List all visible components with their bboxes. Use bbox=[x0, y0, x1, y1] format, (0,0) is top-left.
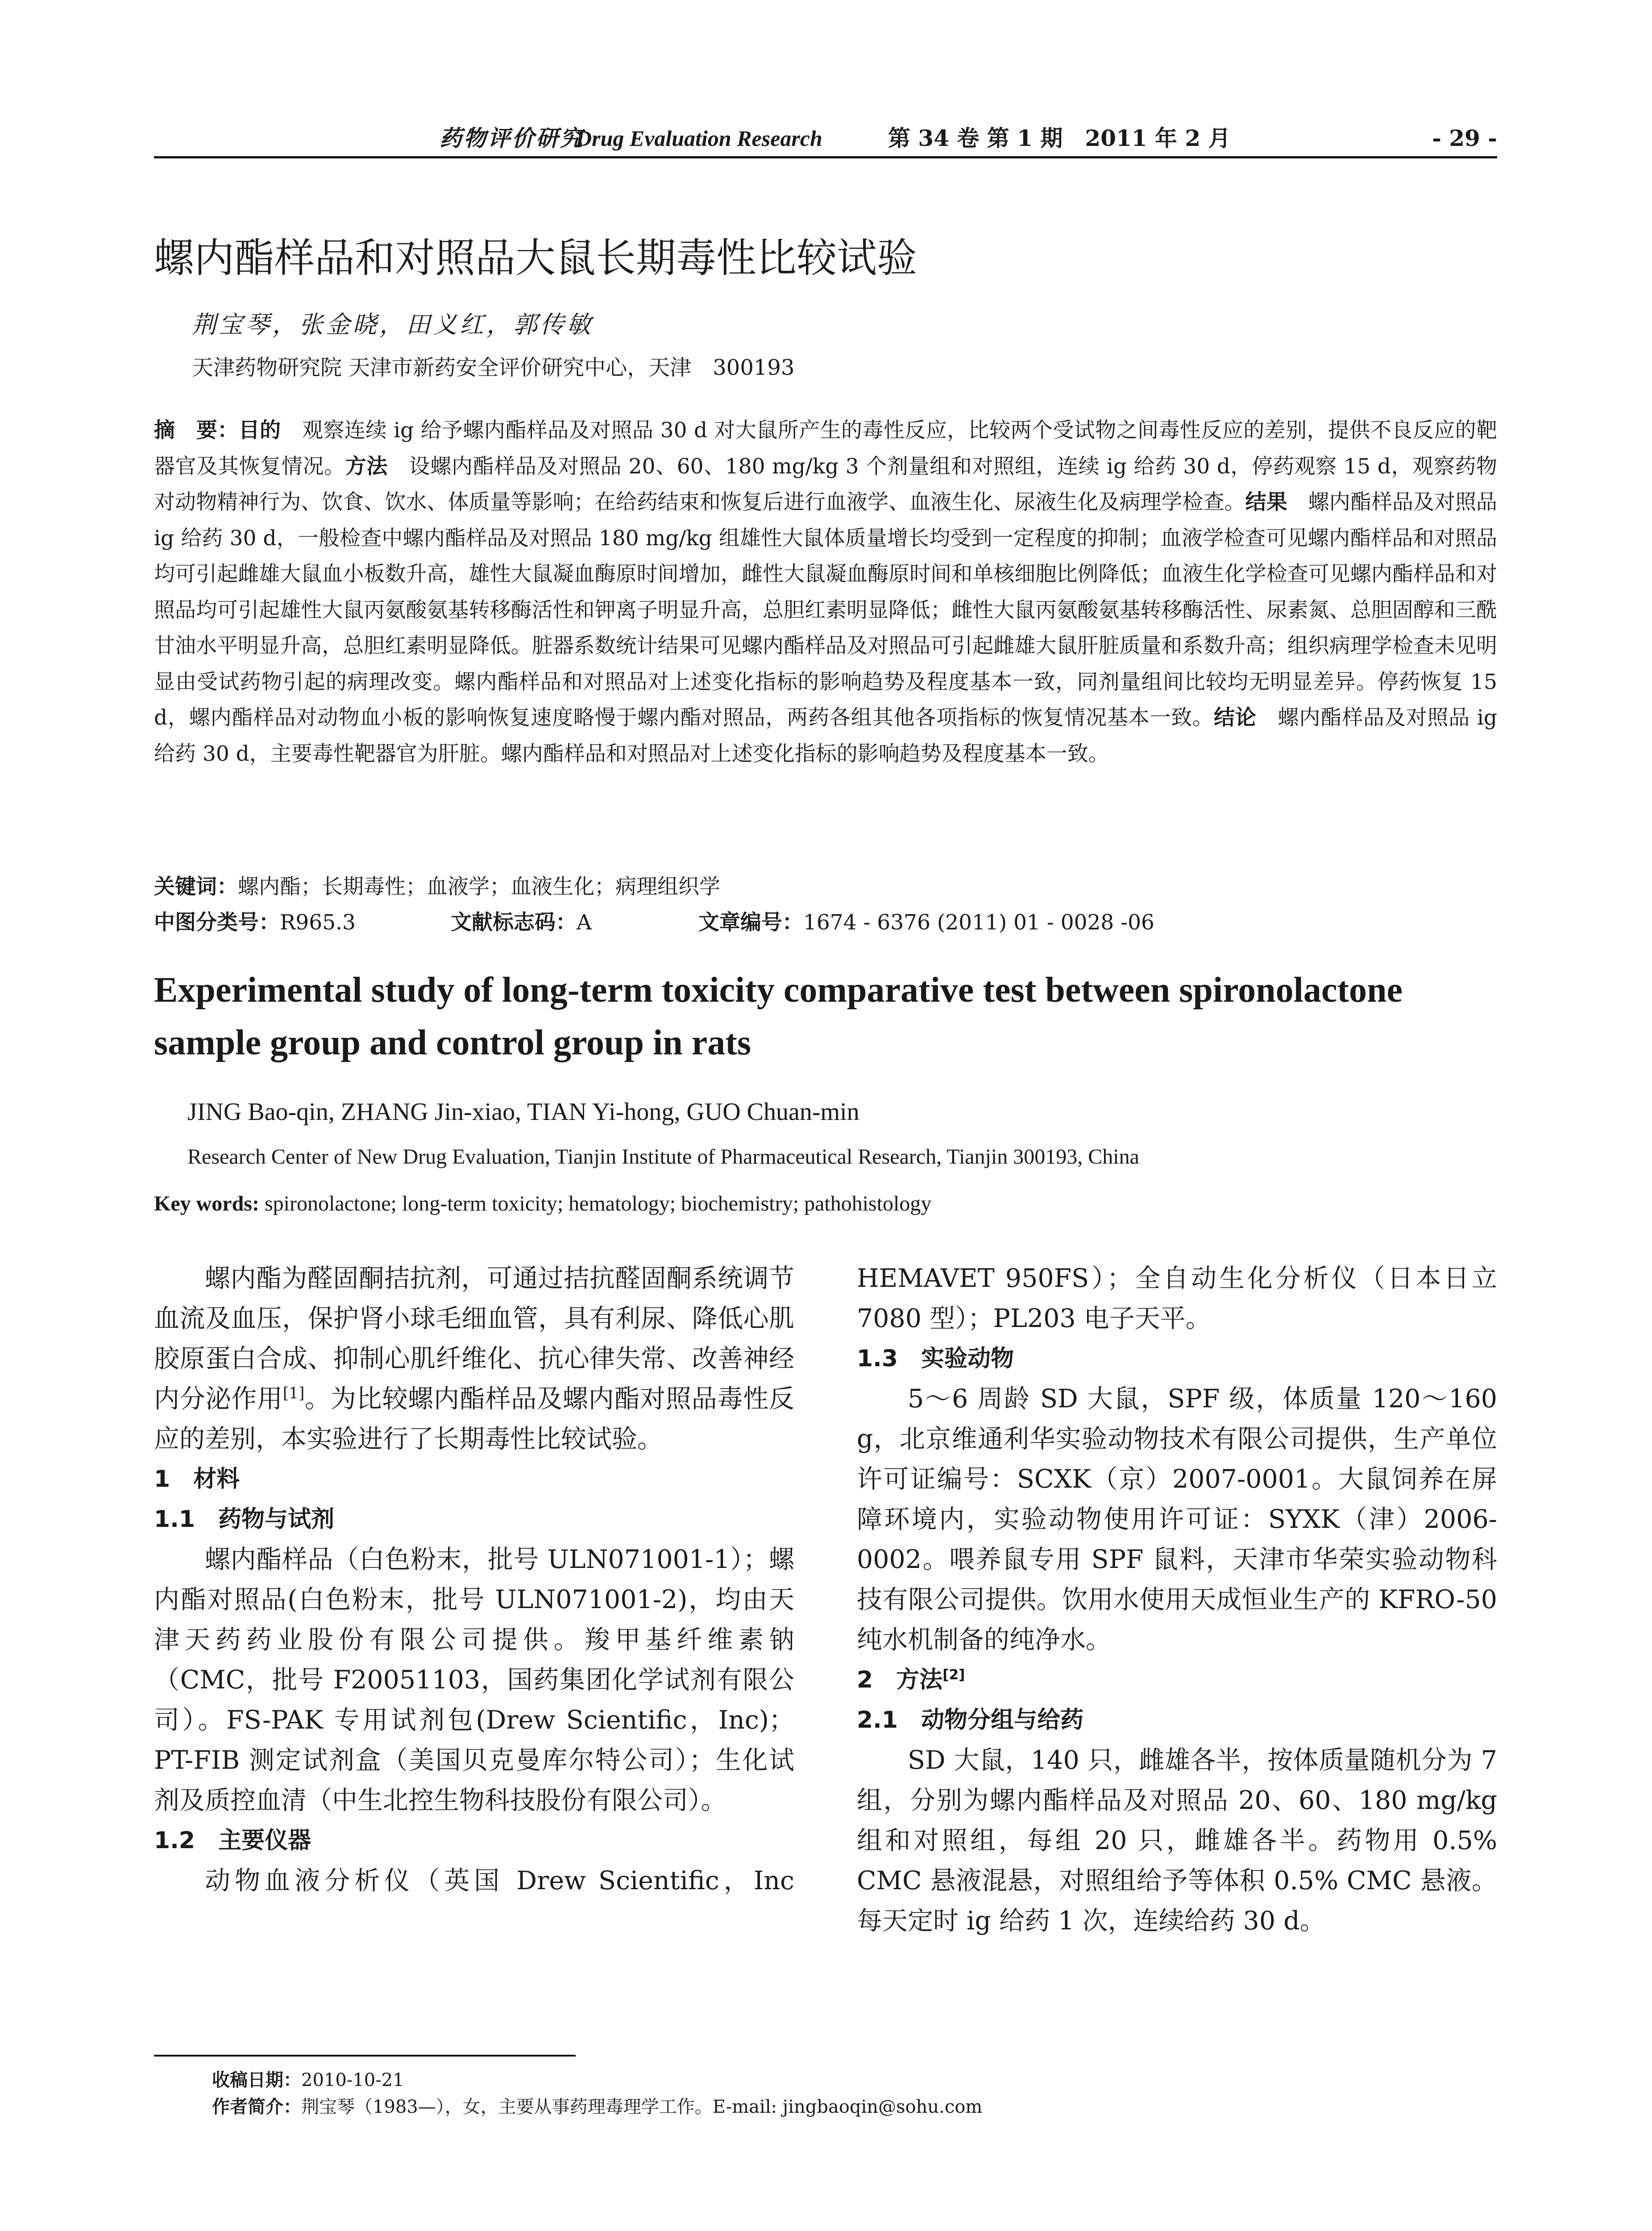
section-heading-1-2: 1.2 主要仪器 bbox=[154, 1827, 311, 1854]
citation-ref: [2] bbox=[942, 1667, 965, 1683]
abstract-label: 摘 要： bbox=[154, 418, 239, 443]
classification-row bbox=[154, 906, 1497, 937]
paragraph-1-2-cont: HEMAVET 950FS）；全自动生化分析仪（日本日立 7080 型）；PL203 电子天平。 bbox=[857, 1264, 1497, 1333]
section-heading-1-1: 1.1 药物与试剂 bbox=[154, 1506, 335, 1533]
intro-paragraph bbox=[154, 1258, 794, 1459]
keywords-en-label: Key words: bbox=[154, 1192, 259, 1215]
section-heading-2-1: 2.1 动物分组与给药 bbox=[857, 1707, 1084, 1733]
received-label: 收稿日期： bbox=[212, 2070, 301, 2090]
citation-ref: [1] bbox=[282, 1385, 305, 1402]
received-date: 2010-10-21 bbox=[301, 2070, 404, 2090]
article-value: 1674 - 6376 (2011) 01 - 0028 -06 bbox=[803, 910, 1154, 935]
body-column-right bbox=[857, 1258, 1497, 1941]
footnote-rule bbox=[154, 2055, 576, 2057]
methods-label: 方法 bbox=[345, 454, 388, 479]
keywords-en bbox=[154, 1191, 931, 1216]
keywords-cn bbox=[154, 870, 720, 900]
results-label: 结果 bbox=[1245, 490, 1287, 514]
section-heading-2 bbox=[857, 1660, 1497, 1700]
section-heading-1: 1 材料 bbox=[154, 1466, 240, 1493]
journal-name-en: Drug Evaluation Research bbox=[576, 126, 822, 151]
methods-text: 设螺内酯样品及对照品 20、60、180 mg/kg 3 个剂量组和对照组，连续 ig 给药 30 d，停药观察 15 d，观察药物对动物精神行为、饮食、饮水、体质量等影响；在给药结束和恢复后进行血液学、血液生化、尿液生化及病理学检查。 bbox=[154, 454, 1498, 514]
body-column-left bbox=[154, 1258, 794, 1901]
conclusion-label: 结论 bbox=[1214, 705, 1257, 730]
paragraph-1-3: 5～6 周龄 SD 大鼠，SPF 级，体质量 120～160 g，北京维通利华实验动物技术有限公司提供，生产单位许可证编号：SCXK（京）2007-0001。大鼠饲养在屏障环境内，实验动物使用许可证：SYXK（津）2006-0002。喂养鼠专用 SPF 鼠料，天津市华荣实验动物科技有限公司提供。饮用水使用天成恒业生产的 KFRO-50 纯水机制备的纯净水。 bbox=[857, 1384, 1497, 1655]
clc-value: R965.3 bbox=[280, 910, 356, 935]
doc-value: A bbox=[577, 910, 592, 935]
article-label: 文章编号： bbox=[698, 910, 803, 935]
doc-code bbox=[451, 906, 592, 936]
article-number bbox=[698, 906, 1154, 936]
section-heading-2-text: 2 方法 bbox=[857, 1667, 943, 1693]
paragraph-1-2: 动物血液分析仪（英国 Drew Scientific，Inc bbox=[205, 1866, 794, 1895]
conclusion-text: 螺内酯样品及对照品 ig 给药 30 d，主要毒性靶器官为肝脏。螺内酯样品和对照品对上述变化指标的影响趋势及程度基本一致。 bbox=[154, 705, 1498, 766]
affiliation-cn: 天津药物研究院 天津市新药安全评价研究中心，天津 300193 bbox=[192, 355, 795, 380]
objective-label: 目的 bbox=[238, 418, 281, 443]
journal-name-cn: 药物评价研究 bbox=[440, 125, 584, 151]
footnote-received bbox=[212, 2066, 404, 2091]
paragraph-2-1: SD 大鼠，140 只，雌雄各半，按体质量随机分为 7 组，分别为螺内酯样品及对照品 20、60、180 mg/kg 组和对照组，每组 20 只，雌雄各半。药物用 0.5% CMC 悬液混悬，对照组给予等体积 0.5% CMC 悬液。每天定时 ig 给药 1 次，连续给药 30 d。 bbox=[857, 1746, 1497, 1936]
abstract-cn bbox=[154, 413, 1497, 772]
doc-label: 文献标志码： bbox=[451, 910, 577, 935]
intro-text-cont: 。为比较螺内酯样品及螺内酯对照品毒性反应的差别，本实验进行了长期毒性比较试验。 bbox=[154, 1384, 795, 1454]
keywords-en-text: spironolactone; long-term toxicity; hematology; biochemistry; pathohistology bbox=[259, 1192, 932, 1215]
footnote-author-bio bbox=[212, 2093, 982, 2118]
header-rule bbox=[154, 156, 1497, 158]
running-header bbox=[154, 120, 1497, 156]
objective-text: 观察连续 ig 给予螺内酯样品及对照品 30 d 对大鼠所产生的毒性反应，比较两个受试物之间毒性反应的差别，提供不良反应的靶器官及其恢复情况。 bbox=[154, 418, 1497, 479]
affiliation-en: Research Center of New Drug Evaluation, Tianjin Institute of Pharmaceutical Research, Tianjin 300193, China bbox=[187, 1145, 1139, 1169]
keywords-cn-label: 关键词： bbox=[154, 875, 238, 899]
paragraph-1-1: 螺内酯样品（白色粉末，批号 ULN071001-1）；螺内酯对照品(白色粉末，批号 ULN071001-2)，均由天津天药药业股份有限公司提供。羧甲基纤维素钠（CMC，批号 F20051103，国药集团化学试剂有限公司）。FS-PAK 专用试剂包(Drew Scientific，Inc)；PT-FIB 测定试剂盒（美国贝克曼库尔特公司）；生化试剂及质控血清（中生北控生物科技股份有限公司）。 bbox=[154, 1545, 794, 1815]
bio-label: 作者简介： bbox=[212, 2097, 301, 2117]
keywords-cn-text: 螺内酯；长期毒性；血液学；血液生化；病理组织学 bbox=[238, 875, 720, 899]
results-text: 螺内酯样品及对照品 ig 给药 30 d，一般检查中螺内酯样品及对照品 180 mg/kg 组雄性大鼠体质量增长均受到一定程度的抑制；血液学检查可见螺内酯样品和对照品均可引起雌雄大鼠血小板数升高，雄性大鼠凝血酶原时间增加，雌性大鼠凝血酶原时间和单核细胞比例降低；血液生化学检查可见螺内酯样品和对照品均可引起雄性大鼠丙氨酸氨基转移酶活性和钾离子明显升高，总胆红素明显降低；雌性大鼠丙氨酸氨基转移酶活性、尿素氮、总胆固醇和三酰甘油水平明显升高，总胆红素明显降低。脏器系数统计结果可见螺内酯样品及对照品可引起雌雄大鼠肝脏质量和系数升高；组织病理学检查未见明显由受试药物引起的病理改变。螺内酯样品和对照品对上述变化指标的影响趋势及程度基本一致，同剂量组间比较均无明显差异。停药恢复 15 d，螺内酯样品对动物血小板的影响恢复速度略慢于螺内酯对照品，两药各组其他各项指标的恢复情况基本一致。 bbox=[154, 490, 1498, 730]
authors-cn: 荆宝琴，张金晓，田义红，郭传敏 bbox=[192, 311, 594, 339]
authors-en: JING Bao-qin, ZHANG Jin-xiao, TIAN Yi-hong, GUO Chuan-min bbox=[187, 1098, 859, 1126]
paper-title-cn: 螺内酯样品和对照品大鼠长期毒性比较试验 bbox=[154, 235, 917, 282]
section-heading-1-3: 1.3 实验动物 bbox=[857, 1345, 1014, 1372]
clc-code bbox=[154, 906, 356, 936]
issue-info: 第 34 卷 第 1 期 2011 年 2 月 bbox=[888, 125, 1231, 151]
page-number: - 29 - bbox=[1432, 125, 1497, 151]
clc-label: 中图分类号： bbox=[154, 910, 280, 935]
paper-title-en: Experimental study of long-term toxicity comparative test between spironolactone sample group and control group in rats bbox=[154, 970, 1403, 1062]
intro-text: 螺内酯为醛固酮拮抗剂，可通过拮抗醛固酮系统调节血流及血压，保护肾小球毛细血管，具有利尿、降低心肌胶原蛋白合成、抑制心肌纤维化、抗心律失常、改善神经内分泌作用 bbox=[154, 1264, 794, 1414]
bio-text: 荆宝琴（1983—），女，主要从事药理毒理学工作。E-mail: jingbaoqin@sohu.com bbox=[301, 2097, 983, 2117]
